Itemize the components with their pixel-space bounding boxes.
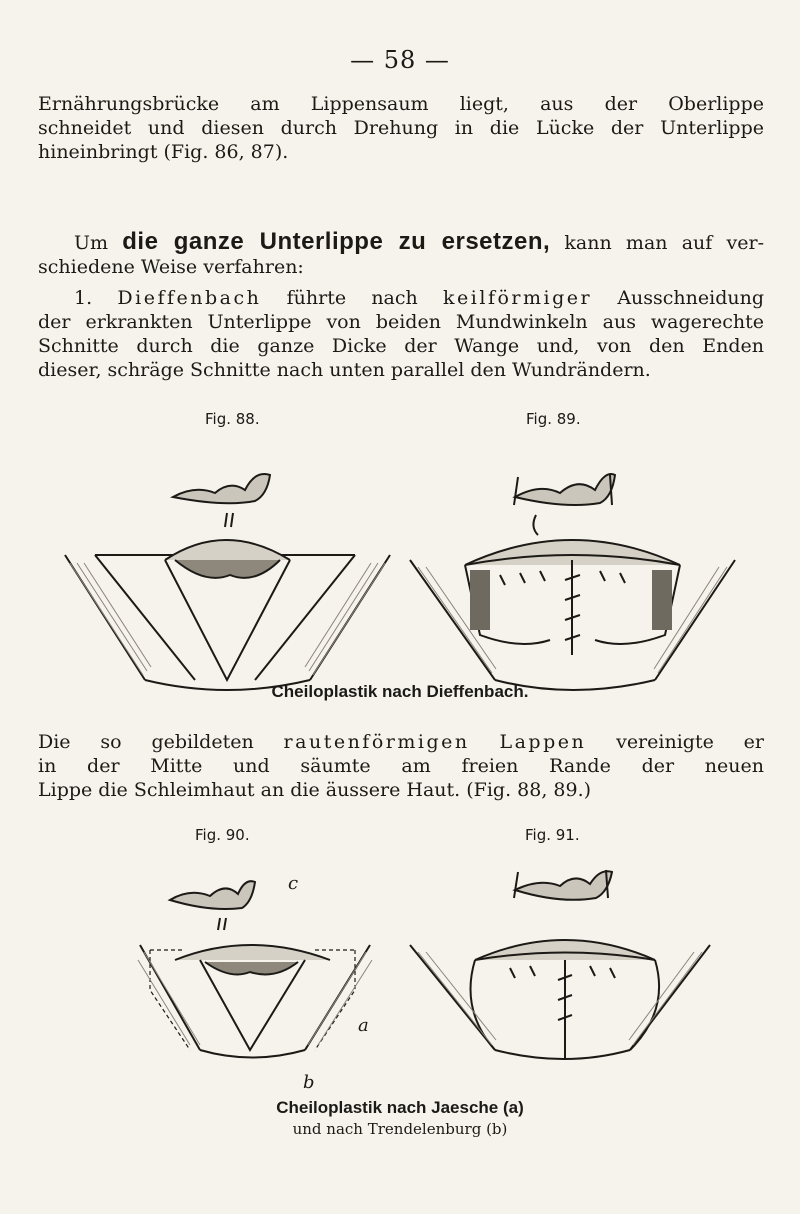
label-a: a — [358, 1015, 369, 1036]
paragraph-2-prefix: Um — [74, 232, 123, 254]
emphasis-lappen: Lappen — [499, 731, 587, 753]
fig-90-illustration — [130, 850, 400, 1080]
paragraph-4-line-2: in der Mitte und säumte am freien Rande der neuen — [38, 755, 764, 777]
paragraph-1-line-2: schneidet und diesen durch Drehung in die Lücke der Unterlippe — [38, 117, 764, 139]
emphasis-keilfoermiger: keilförmiger — [443, 287, 593, 309]
paragraph-2-line-2: schiedene Weise verfahren: — [38, 256, 304, 278]
list-number: 1. — [74, 287, 118, 309]
label-c: c — [288, 873, 299, 894]
author-name: Dieffenbach — [117, 287, 262, 309]
paragraph-1-line-3: hineinbringt (Fig. 86, 87). — [38, 141, 289, 163]
paragraph-4-rest: vereinigte er — [586, 731, 764, 753]
paragraph-1 — [38, 92, 764, 164]
fig-90-label: Fig. 90. — [195, 826, 250, 844]
fig-89-label: Fig. 89. — [526, 410, 581, 428]
paragraph-4-prefix: Die so gebildeten — [38, 731, 284, 753]
paragraph-3-line-1 — [38, 286, 764, 310]
paragraph-1-line-1: Ernährungsbrücke am Lippensaum liegt, aus der Oberlippe — [38, 93, 764, 115]
fig-88-label: Fig. 88. — [205, 410, 260, 428]
paragraph-3-line-2: der erkrankten Unterlippe von beiden Mundwinkeln aus wagerechte — [38, 311, 764, 333]
paragraph-2 — [38, 230, 764, 279]
label-b: b — [303, 1072, 315, 1093]
paragraph-2-suffix: kann man auf ver- — [550, 232, 764, 254]
fig-91-label: Fig. 91. — [525, 826, 580, 844]
paragraph-4-space — [470, 731, 500, 753]
section-heading: die ganze Unterlippe zu ersetzen, — [122, 228, 551, 255]
paragraph-4-line-3: Lippe die Schleimhaut an die äussere Haut. (Fig. 88, 89.) — [38, 779, 592, 801]
fig-91-illustration — [400, 850, 720, 1070]
figure-caption-bottom: Cheiloplastik nach Jaesche (a) — [276, 1098, 524, 1117]
paragraph-3-mid: führte nach — [261, 287, 444, 309]
paragraph-3-rest: Ausschneidung — [592, 287, 765, 309]
paragraph-2-line-1 — [38, 230, 764, 255]
paragraph-3-line-3: Schnitte durch die ganze Dicke der Wange und, von den Enden — [38, 335, 764, 357]
paragraph-4 — [38, 730, 764, 802]
fig-88-illustration — [55, 435, 400, 695]
emphasis-rautenfoermigen: rautenförmigen — [283, 731, 470, 753]
paragraph-3 — [38, 286, 764, 382]
paragraph-3-line-4: dieser, schräge Schnitte nach unten parallel den Wundrändern. — [38, 359, 651, 381]
figure-subcaption-bottom: und nach Trendelenburg (b) — [292, 1120, 508, 1138]
figure-caption-top: Cheiloplastik nach Dieffenbach. — [271, 682, 529, 701]
page-number: — 58 — — [350, 46, 450, 74]
paragraph-4-line-1 — [38, 730, 764, 754]
fig-89-illustration — [400, 435, 745, 695]
